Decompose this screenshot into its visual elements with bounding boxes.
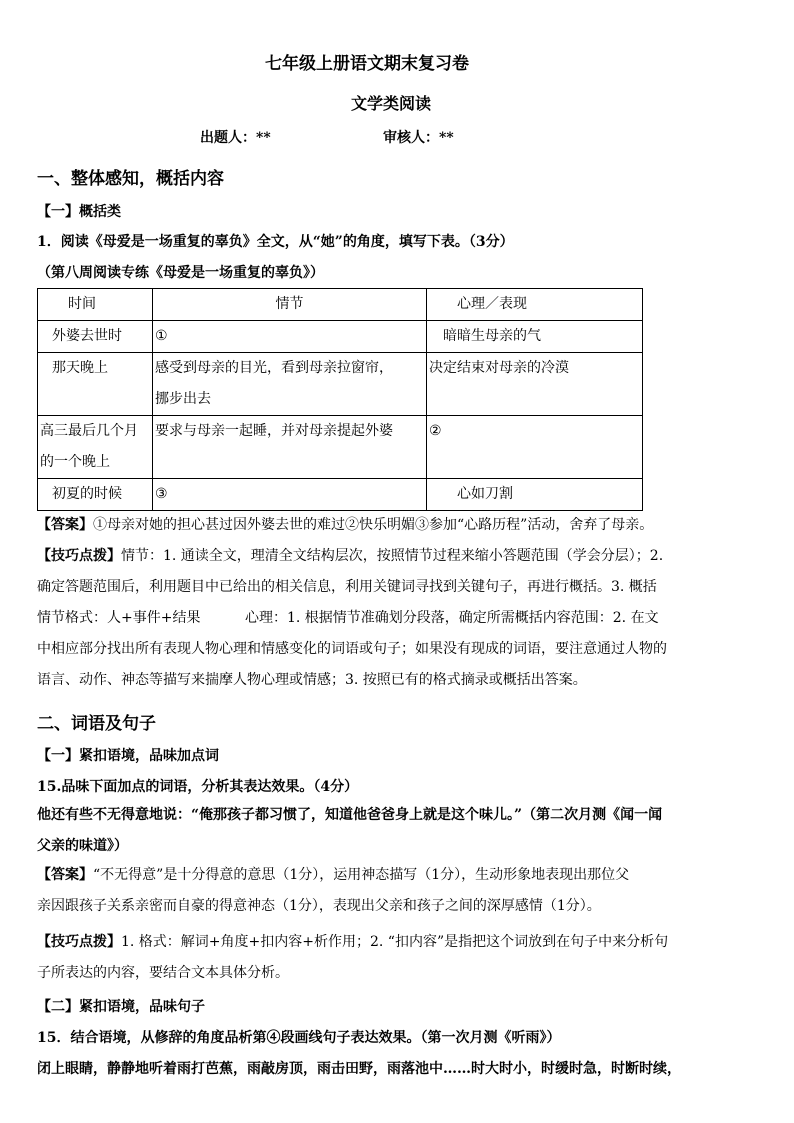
document-subtitle: 文学类阅读 bbox=[351, 94, 432, 113]
table-cell-mind: ② bbox=[427, 416, 643, 479]
summary-table bbox=[37, 288, 643, 511]
question-15a-quote: 他还有些不无得意地说：“俺那孩子都习惯了，知道他爸爸身上就是这个味儿。”（第二次月测《闻一闻 父亲的味道》） bbox=[37, 807, 663, 854]
question-15b-text: 闭上眼睛，静静地听着雨打芭蕉，雨敲房顶，雨击田野，雨落池中……时大时小，时缓时急，时断时续， bbox=[37, 1061, 681, 1077]
question-15a: 15.品味下面加点的词语，分析其表达效果。（4分） bbox=[37, 779, 359, 795]
document-title: 七年级上册语文期末复习卷 bbox=[265, 54, 469, 74]
table-row bbox=[38, 416, 643, 479]
table-header-cell: 心理／表现 bbox=[427, 289, 643, 321]
table-cell-mind: 决定结束对母亲的冷漠 bbox=[427, 353, 643, 416]
table-cell-mind: 心如刀割 bbox=[427, 479, 643, 511]
section1-subheading: 【一】概括类 bbox=[37, 204, 121, 220]
table-cell-time: 外婆去世时 bbox=[38, 321, 153, 353]
section2-subheading-2: 【二】紧扣语境，品味句子 bbox=[37, 999, 205, 1015]
question-1: 1．阅读《母爱是一场重复的辜负》全文，从“她”的角度，填写下表。（3分） bbox=[37, 234, 514, 250]
tip-tag: 【技巧点拨】 bbox=[37, 934, 121, 950]
question-15b: 15．结合语境，从修辞的角度品析第④段画线句子表达效果。（第一次月测《听雨》） bbox=[37, 1030, 561, 1046]
table-header-row bbox=[38, 289, 643, 321]
table-header-cell: 时间 bbox=[38, 289, 153, 321]
table-cell-mind: 暗暗生母亲的气 bbox=[427, 321, 643, 353]
table-row bbox=[38, 353, 643, 416]
table-row bbox=[38, 479, 643, 511]
table-cell-plot: 要求与母亲一起睡，并对母亲提起外婆 bbox=[153, 416, 427, 479]
table-header-cell: 情节 bbox=[153, 289, 427, 321]
author-label: 出题人：** bbox=[200, 130, 271, 146]
table-row bbox=[38, 321, 643, 353]
table-cell-plot: ③ bbox=[153, 479, 427, 511]
table-cell-time: 初夏的时候 bbox=[38, 479, 153, 511]
section2-heading: 二、词语及句子 bbox=[37, 714, 156, 734]
tip-15a: 【技巧点拨】1. 格式：解词+角度+扣内容+析作用；2. “扣内容”是指把这个词放到在句子中来分析句 子所表达的内容，要结合文本具体分析。 bbox=[37, 934, 669, 981]
section2-subheading-1: 【一】紧扣语境，品味加点词 bbox=[37, 748, 219, 764]
table-cell-plot: ① bbox=[153, 321, 427, 353]
answer-tag: 【答案】 bbox=[37, 867, 93, 883]
table-cell-time: 高三最后几个月 的一个晚上 bbox=[38, 416, 153, 479]
answer-1: 【答案】①母亲对她的担心甚过因外婆去世的难过②快乐明媚③参加“心路历程”活动，舍弃了母亲。 bbox=[37, 517, 654, 533]
question-1-source: （第八周阅读专练《母爱是一场重复的辜负》） bbox=[37, 265, 324, 281]
answer-tag: 【答案】 bbox=[37, 517, 93, 533]
tip-tag: 【技巧点拨】 bbox=[37, 548, 121, 564]
tip-1: 【技巧点拨】情节：1. 通读全文，理清全文结构层次，按照情节过程来缩小答题范围（学会分层）；2. 确定答题范围后，利用题目中已给出的相关信息，利用关键词寻找到关键句子，再进行概括。3. 概括 情节格式：人+事件+结果 心理：1. 根据情节准确划分段落，确定所需概括内容范围：2. 在文 中相应部分找出所有表现人物心理和情感变化的词语或句子；如果没有现成的词语，要注意通过人物的 语言、动作、神态等描写来揣摩人物心理或情感；3. 按照已有的格式摘录或概括出答案。 bbox=[37, 548, 667, 688]
answer-15a: 【答案】“不无得意”是十分得意的意思（1分），运用神态描写（1分），生动形象地表现出那位父 亲因跟孩子关系亲密而自豪的得意神态（1分），表现出父亲和孩子之间的深厚感情（1分）。 bbox=[37, 867, 630, 914]
table-cell-plot: 感受到母亲的目光，看到母亲拉窗帘， 挪步出去 bbox=[153, 353, 427, 416]
table-cell-time: 那天晚上 bbox=[38, 353, 153, 416]
reviewer-label: 审核人：** bbox=[383, 130, 454, 146]
section1-heading: 一、整体感知，概括内容 bbox=[37, 169, 224, 189]
